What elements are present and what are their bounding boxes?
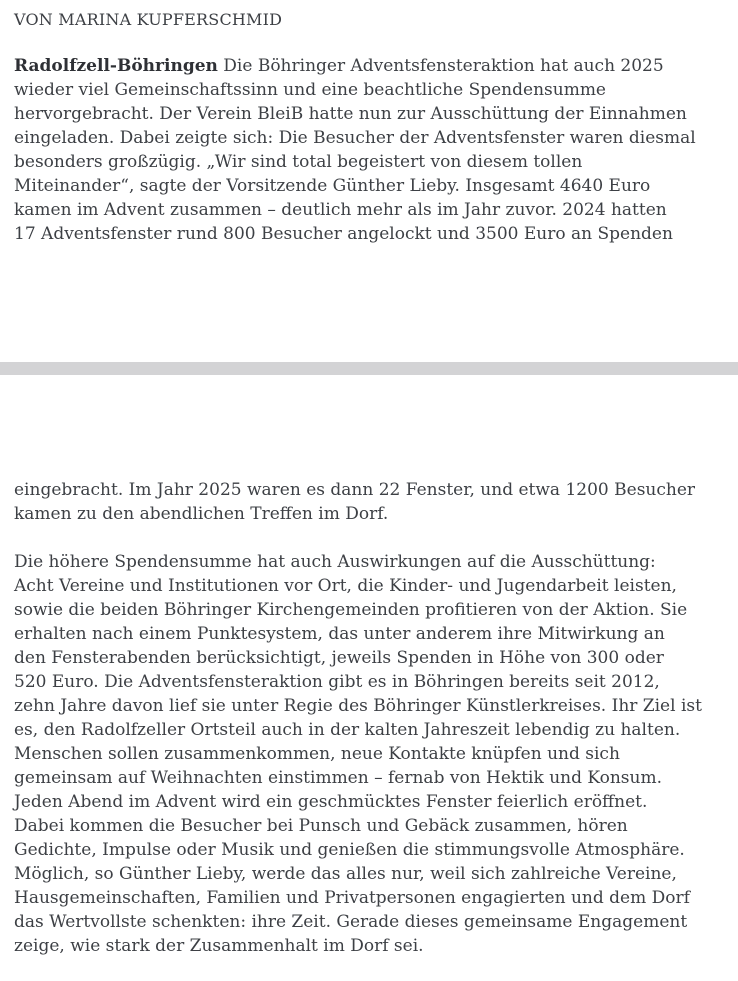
text-line: das Wertvollste schenkten: ihre Zeit. Gerade dieses gemeinsame Engagement <box>14 912 688 932</box>
text-line: gemeinsam auf Weihnachten einstimmen – fernab von Hektik und Konsum. <box>14 768 663 788</box>
text-line: kamen zu den abendlichen Treffen im Dorf. <box>14 504 389 524</box>
text-line: Acht Vereine und Institutionen vor Ort, die Kinder- und Jugendarbeit leisten, <box>14 576 677 596</box>
text-line: es, den Radolfzeller Ortsteil auch in der kalten Jahreszeit lebendig zu halten. <box>14 720 681 740</box>
location-leadin: Radolfzell-Böhringen <box>14 56 218 76</box>
text-line: Möglich, so Günther Lieby, werde das alles nur, weil sich zahlreiche Vereine, <box>14 864 677 884</box>
text-line: Menschen sollen zusammenkommen, neue Kontakte knüpfen und sich <box>14 744 620 764</box>
text-line: zeige, wie stark der Zusammenhalt im Dorf sei. <box>14 936 424 956</box>
text-line: Hausgemeinschaften, Familien und Privatpersonen engagierten und dem Dorf <box>14 888 690 908</box>
text-line: erhalten nach einem Punktesystem, das unter anderem ihre Mitwirkung an <box>14 624 665 644</box>
article-body-top <box>0 8 738 246</box>
lead-first-line-rest: Die Böhringer Adventsfensteraktion hat auch 2025 <box>217 56 664 76</box>
lead-paragraph <box>14 54 724 246</box>
text-line: Gedichte, Impulse oder Musik und genießen die stimmungsvolle Atmosphäre. <box>14 840 685 860</box>
text-line <box>14 54 724 78</box>
text-line: sowie die beiden Böhringer Kirchengemeinden profitieren von der Aktion. Sie <box>14 600 688 620</box>
text-line: hervorgebracht. Der Verein BleiB hatte nun zur Ausschüttung der Einnahmen <box>14 104 687 124</box>
text-line: besonders großzügig. „Wir sind total begeistert von diesem tollen <box>14 152 583 172</box>
image-loading-placeholder-band <box>0 362 738 375</box>
text-line: Die höhere Spendensumme hat auch Auswirkungen auf die Ausschüttung: <box>14 552 656 572</box>
continuation-paragraph <box>14 478 724 526</box>
article-body-bottom <box>0 478 738 958</box>
text-line: Miteinander“, sagte der Vorsitzende Günther Lieby. Insgesamt 4640 Euro <box>14 176 651 196</box>
text-line: eingebracht. Im Jahr 2025 waren es dann 22 Fenster, und etwa 1200 Besucher <box>14 480 696 500</box>
second-paragraph <box>14 550 724 958</box>
byline: VON MARINA KUPFERSCHMID <box>14 10 283 29</box>
text-line: den Fensterabenden berücksichtigt, jeweils Spenden in Höhe von 300 oder <box>14 648 664 668</box>
text-line: Jeden Abend im Advent wird ein geschmücktes Fenster feierlich eröffnet. <box>14 792 648 812</box>
lead-paragraph-lines <box>14 78 724 246</box>
text-line: wieder viel Gemeinschaftssinn und eine beachtliche Spendensumme <box>14 80 606 100</box>
text-line: kamen im Advent zusammen – deutlich mehr als im Jahr zuvor. 2024 hatten <box>14 200 667 220</box>
text-line: zehn Jahre davon lief sie unter Regie des Böhringer Künstlerkreises. Ihr Ziel ist <box>14 696 702 716</box>
text-line: eingeladen. Dabei zeigte sich: Die Besucher der Adventsfenster waren diesmal <box>14 128 696 148</box>
text-line: 17 Adventsfenster rund 800 Besucher angelockt und 3500 Euro an Spenden <box>14 224 673 244</box>
text-line: 520 Euro. Die Adventsfensteraktion gibt es in Böhringen bereits seit 2012, <box>14 672 660 692</box>
text-line: Dabei kommen die Besucher bei Punsch und Gebäck zusammen, hören <box>14 816 628 836</box>
